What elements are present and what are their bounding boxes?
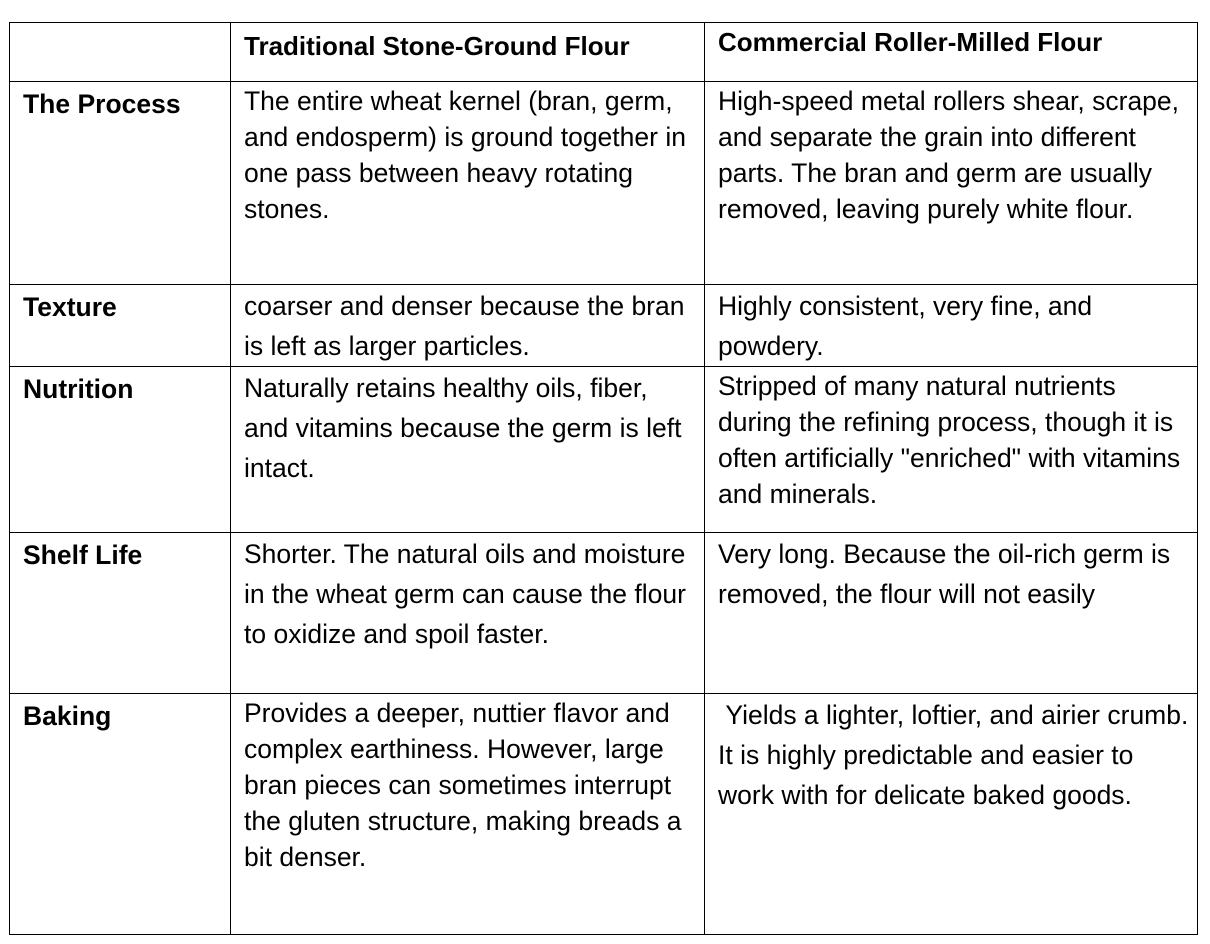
stone-ground-cell: [231, 367, 705, 533]
header-stone-ground-label: Traditional Stone-Ground Flour: [244, 31, 630, 61]
row-label-shelf-life: Shelf Life: [23, 540, 143, 570]
process-roller-milled-text: High-speed metal rollers shear, scrape, and separate the grain into different parts. The bran and germ are usually removed, leaving purely white flour.: [718, 86, 1180, 224]
table-row-shelf-life: [10, 533, 1198, 694]
texture-roller-milled-text: Highly consistent, very fine, and powdery.: [718, 291, 1093, 361]
baking-roller-milled-text: Yields a lighter, loftier, and airier crumb. It is highly predictable and easier to work with for delicate baked goods.: [718, 700, 1196, 810]
row-label-cell: [10, 285, 231, 367]
table-row-baking: [10, 694, 1198, 935]
header-cell-empty: [10, 23, 231, 82]
header-roller-milled-label: Commercial Roller-Milled Flour: [718, 27, 1103, 57]
header-row: [10, 23, 1198, 82]
row-label-process: The Process: [23, 89, 181, 119]
stone-ground-cell: [231, 694, 705, 935]
process-stone-ground-text: The entire wheat kernel (bran, germ, and endosperm) is ground together in one pass between heavy rotating stones.: [244, 86, 686, 224]
roller-milled-cell: [705, 694, 1198, 935]
stone-ground-cell: [231, 285, 705, 367]
header-cell-roller-milled: [705, 23, 1198, 82]
nutrition-roller-milled-text: Stripped of many natural nutrients during the refining process, though it is often artificially "enriched" with vitamins and minerals.: [718, 371, 1181, 509]
row-label-texture: Texture: [23, 292, 117, 322]
row-label-baking: Baking: [23, 701, 112, 731]
shelf-life-roller-milled-text: Very long. Because the oil-rich germ is removed, the flour will not easily: [718, 539, 1171, 609]
roller-milled-cell: [705, 285, 1198, 367]
roller-milled-cell: [705, 82, 1198, 285]
table-row-texture: [10, 285, 1198, 367]
shelf-life-stone-ground-text: Shorter. The natural oils and moisture in the wheat germ can cause the flour to oxidize and spoil faster.: [244, 539, 686, 649]
row-label-cell: [10, 533, 231, 694]
baking-stone-ground-text: Provides a deeper, nuttier flavor and complex earthiness. However, large bran pieces can sometimes interrupt the gluten structure, making breads a bit denser.: [244, 698, 682, 872]
stone-ground-cell: [231, 533, 705, 694]
stone-ground-cell: [231, 82, 705, 285]
roller-milled-cell: [705, 533, 1198, 694]
roller-milled-cell: [705, 367, 1198, 533]
table-row-process: [10, 82, 1198, 285]
table-row-nutrition: [10, 367, 1198, 533]
header-empty-label: [10, 23, 230, 26]
row-label-cell: [10, 82, 231, 285]
row-label-cell: [10, 694, 231, 935]
nutrition-stone-ground-text: Naturally retains healthy oils, fiber, and vitamins because the germ is left intact.: [244, 373, 682, 483]
row-label-nutrition: Nutrition: [23, 374, 134, 404]
texture-stone-ground-text: coarser and denser because the bran is left as larger particles.: [244, 291, 685, 361]
comparison-table: [9, 22, 1198, 935]
header-cell-stone-ground: [231, 23, 705, 82]
row-label-cell: [10, 367, 231, 533]
